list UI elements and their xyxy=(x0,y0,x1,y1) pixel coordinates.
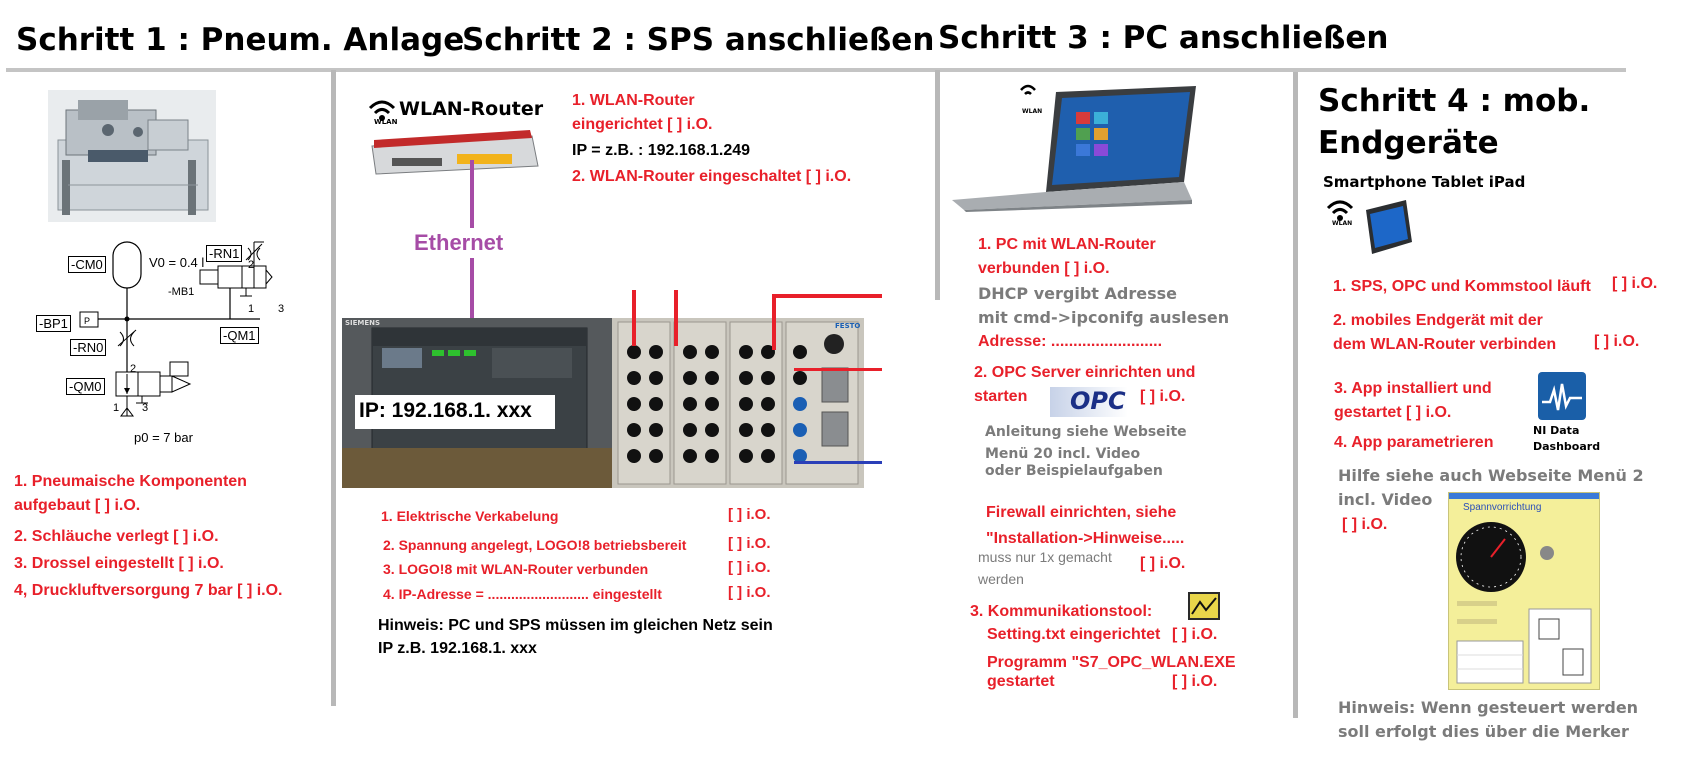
col2-check-4-box[interactable]: [ ] i.O. xyxy=(728,584,771,601)
label-n1b: 1 xyxy=(113,402,120,414)
heading-step2: Schritt 2 : SPS anschließen xyxy=(462,22,935,58)
wifi-icon xyxy=(1021,86,1035,90)
red-wire-4 xyxy=(794,368,882,371)
col3-check-1b[interactable]: verbunden [ ] i.O. xyxy=(978,260,1110,277)
label-n2b: 2 xyxy=(130,363,137,375)
col2-check-3-text: 3. LOGO!8 mit WLAN-Router verbunden xyxy=(383,561,649,577)
opc-logo xyxy=(1050,387,1128,417)
col2-check-4-text: 4. IP-Adresse = .......................... eingestellt xyxy=(383,586,662,602)
col3-firewall-4: werden xyxy=(978,571,1024,587)
label-n2a: 2 xyxy=(248,259,255,271)
top-divider xyxy=(6,68,1626,72)
col1-check-2[interactable]: 2. Schläuche verlegt [ ] i.O. xyxy=(14,528,219,545)
wifi-icon xyxy=(1328,202,1352,208)
col4-help-box[interactable]: [ ] i.O. xyxy=(1342,516,1388,533)
router-ip-example: IP = z.B. : 192.168.1.249 xyxy=(572,142,751,159)
col3-firewall-3: muss nur 1x gemacht xyxy=(978,549,1112,565)
col3-firewall-2: "Installation->Hinweise..... xyxy=(986,530,1185,547)
col1-check-3[interactable]: 3. Drossel eingestellt [ ] i.O. xyxy=(14,555,224,572)
router-label: WLAN-Router xyxy=(399,98,544,120)
dashboard-content xyxy=(1453,519,1595,685)
ethernet-label: Ethernet xyxy=(414,230,504,255)
col3-check-3c: Programm "S7_OPC_WLAN.EXE xyxy=(987,654,1236,671)
label-qm1: -QM1 xyxy=(220,327,259,344)
col3-cmd: mit cmd->ipconifg auslesen xyxy=(978,308,1230,327)
col2-check-3-box[interactable]: [ ] i.O. xyxy=(728,559,771,576)
labview-icon xyxy=(1188,592,1220,620)
col1-check-4[interactable]: 4, Druckluftversorgung 7 bar [ ] i.O. xyxy=(14,582,283,599)
red-wire-3h xyxy=(772,294,882,298)
col3-dhcp: DHCP vergibt Adresse xyxy=(978,284,1177,303)
col4-check-3a: 3. App installiert und xyxy=(1334,380,1492,397)
plc-hardware-image xyxy=(342,288,864,488)
laptop-wlan-small: WLAN xyxy=(1022,108,1043,115)
divider-col1 xyxy=(331,70,336,706)
router-wlan-small: WLAN xyxy=(374,118,398,126)
label-n3b: 3 xyxy=(142,402,149,414)
col2-check-2-box[interactable]: [ ] i.O. xyxy=(728,535,771,552)
divider-col3 xyxy=(1293,72,1298,718)
col4-check-3b[interactable]: gestartet [ ] i.O. xyxy=(1334,404,1452,421)
router-check-1b[interactable]: eingerichtet [ ] i.O. xyxy=(572,116,713,133)
label-p0: p0 = 7 bar xyxy=(134,430,193,445)
label-v0: V0 = 0.4 l xyxy=(149,255,205,270)
col3-check-3d-box[interactable]: [ ] i.O. xyxy=(1172,673,1218,690)
blue-wire xyxy=(794,461,882,464)
siemens-label: SIEMENS xyxy=(345,319,381,327)
wifi-icon xyxy=(370,102,394,108)
col3-check-3a: 3. Kommunikationstool: xyxy=(970,603,1153,620)
divider-col2 xyxy=(935,70,940,300)
pneumatic-station-image xyxy=(48,90,216,222)
ip-address-label: IP: 192.168.1. xxx xyxy=(359,399,532,422)
col3-check-1a: 1. PC mit WLAN-Router xyxy=(978,236,1156,253)
col4-help-1: Hilfe siehe auch Webseite Menü 2 xyxy=(1338,466,1644,485)
label-p: P xyxy=(84,316,91,326)
label-qm0: -QM0 xyxy=(66,378,105,395)
router-check-2[interactable]: 2. WLAN-Router eingeschaltet [ ] i.O. xyxy=(572,168,852,185)
col4-check-4: 4. App parametrieren xyxy=(1334,434,1494,451)
col2-check-2-text: 2. Spannung angelegt, LOGO!8 betriebsbereit xyxy=(383,537,687,553)
phone-wlan-small: WLAN xyxy=(1332,220,1353,227)
smartphone-image xyxy=(1326,196,1416,264)
col3-check-3d: gestartet xyxy=(987,673,1055,690)
festo-label: FESTO xyxy=(835,322,861,330)
col3-guide-1: Anleitung siehe Webseite xyxy=(985,424,1187,440)
red-wire-3v xyxy=(772,294,776,350)
col3-check-2a: 2. OPC Server einrichten und xyxy=(974,364,1196,381)
heading-step4-line2: Endgeräte xyxy=(1318,125,1499,161)
col2-hint-2: IP z.B. 192.168.1. xxx xyxy=(378,640,537,657)
col4-check-2b: dem WLAN-Router verbinden xyxy=(1333,336,1557,353)
dashboard-titlebar xyxy=(1449,493,1599,499)
red-wire-1 xyxy=(632,290,636,346)
label-bp1: -BP1 xyxy=(36,315,71,332)
col4-hint-2: soll erfolgt dies über die Merker xyxy=(1338,722,1629,741)
label-n3a: 3 xyxy=(278,303,285,315)
ni-label-1: NI Data xyxy=(1533,424,1580,437)
label-n1a: 1 xyxy=(248,303,255,315)
ni-dashboard-icon xyxy=(1538,372,1586,420)
dashboard-title: Spannvorrichtung xyxy=(1463,502,1542,513)
devices-label: Smartphone Tablet iPad xyxy=(1323,173,1526,191)
label-rn0: -RN0 xyxy=(70,339,106,356)
col3-check-2-box[interactable]: [ ] i.O. xyxy=(1140,388,1186,405)
heading-step3: Schritt 3 : PC anschließen xyxy=(938,20,1389,56)
col3-check-3b-box[interactable]: [ ] i.O. xyxy=(1172,626,1218,643)
router-check-1a: 1. WLAN-Router xyxy=(572,92,695,109)
col3-firewall-box[interactable]: [ ] i.O. xyxy=(1140,555,1186,572)
col3-address[interactable]: Adresse: ......................... xyxy=(978,333,1163,350)
col4-hint-1: Hinweis: Wenn gesteuert werden xyxy=(1338,698,1639,717)
heading-step4 xyxy=(1318,80,1590,164)
opc-logo-text: OPC xyxy=(1070,387,1126,415)
col3-guide-3: oder Beispielaufgaben xyxy=(985,463,1163,479)
col1-check-1a: 1. Pneumaische Komponenten xyxy=(14,473,247,490)
ni-label-2: Dashboard xyxy=(1533,440,1601,453)
ethernet-line-top xyxy=(470,160,474,228)
dashboard-screenshot xyxy=(1448,492,1600,690)
col3-guide-2: Menü 20 incl. Video xyxy=(985,446,1141,462)
col4-check-2a: 2. mobiles Endgerät mit der xyxy=(1333,312,1543,329)
col4-check-1-box[interactable]: [ ] i.O. xyxy=(1612,275,1658,292)
col4-check-1: 1. SPS, OPC und Kommstool läuft xyxy=(1333,278,1591,295)
heading-step1: Schritt 1 : Pneum. Anlage xyxy=(16,22,465,58)
col2-check-1-text: 1. Elektrische Verkabelung xyxy=(381,508,559,524)
heading-step4-line1: Schritt 4 : mob. xyxy=(1318,83,1591,119)
col4-help-2: incl. Video xyxy=(1338,490,1433,509)
label-mb1: -MB1 xyxy=(168,286,195,298)
col2-hint-1: Hinweis: PC und SPS müssen im gleichen Netz sein xyxy=(378,617,773,634)
tank-symbol xyxy=(113,242,141,288)
red-wire-2 xyxy=(674,290,678,346)
label-rn1: -RN1 xyxy=(206,245,242,262)
col1-check-1b[interactable]: aufgebaut [ ] i.O. xyxy=(14,497,141,514)
label-cm0: -CM0 xyxy=(68,256,106,273)
laptop-image xyxy=(946,82,1196,212)
col3-check-2b: starten xyxy=(974,388,1028,405)
col4-check-2-box[interactable]: [ ] i.O. xyxy=(1594,333,1640,350)
col3-firewall-1: Firewall einrichten, siehe xyxy=(986,504,1177,521)
col2-check-1-box[interactable]: [ ] i.O. xyxy=(728,506,771,523)
col3-check-3b: Setting.txt eingerichtet xyxy=(987,626,1161,643)
